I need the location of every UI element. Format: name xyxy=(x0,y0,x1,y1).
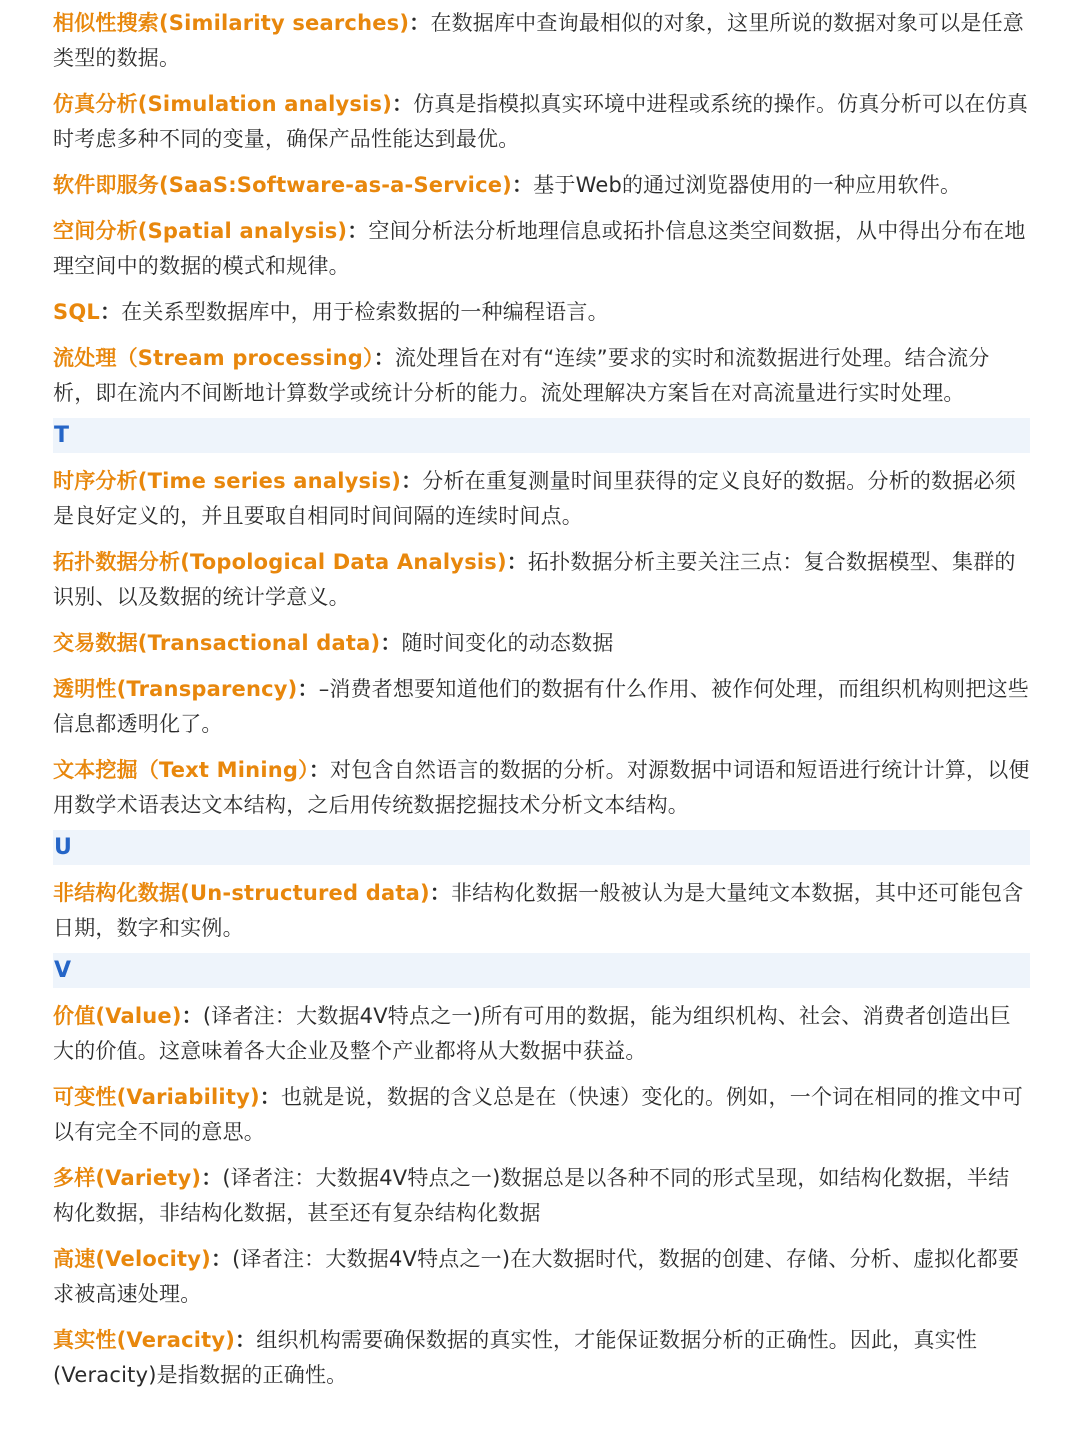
colon: ： xyxy=(181,1004,203,1028)
colon: ： xyxy=(308,758,331,782)
term: 透明性(Transparency) xyxy=(53,677,298,701)
glossary-entry-saas xyxy=(53,168,1030,203)
glossary-entry-stream xyxy=(53,341,1030,411)
term: 空间分析(Spatial analysis) xyxy=(53,219,348,243)
section-header-u: U xyxy=(53,830,1030,865)
colon: ： xyxy=(259,1085,281,1109)
colon: ： xyxy=(409,11,431,35)
definition: –消费者想要知道他们的数据有什么作用、被作何处理，而组织机构则把这些信息都透明化了。 xyxy=(53,677,1029,736)
definition: 非结构化数据一般被认为是大量纯文本数据，其中还可能包含日期，数字和实例。 xyxy=(53,881,1024,940)
term: 软件即服务(SaaS:Software-as-a-Service) xyxy=(53,173,512,197)
colon: ： xyxy=(380,631,402,655)
colon: ： xyxy=(201,1166,223,1190)
term: 可变性(Variability) xyxy=(53,1085,260,1109)
definition: 拓扑数据分析主要关注三点：复合数据模型、集群的识别、以及数据的统计学意义。 xyxy=(53,550,1016,609)
definition: (译者注：大数据4V特点之一)数据总是以各种不同的形式呈现，如结构化数据，半结构化数据，非结构化数据，甚至还有复杂结构化数据 xyxy=(53,1166,1010,1225)
colon: ： xyxy=(210,1247,233,1271)
colon: ： xyxy=(506,550,528,574)
colon: ： xyxy=(373,346,395,370)
glossary-entry-simulation xyxy=(53,87,1030,157)
term: 时序分析(Time series analysis) xyxy=(53,469,402,493)
glossary-entry-text-mining xyxy=(53,753,1030,823)
definition: 空间分析法分析地理信息或拓扑信息这类空间数据，从中得出分布在地理空间中的数据的模式和规律。 xyxy=(53,219,1026,278)
glossary-entry-transparency xyxy=(53,672,1030,742)
definition: 流处理旨在对有“连续”要求的实时和流数据进行处理。结合流分析，即在流内不间断地计算数学或统计分析的能力。流处理解决方案旨在对高流量进行实时处理。 xyxy=(53,346,990,405)
colon: ： xyxy=(511,173,534,197)
colon: ： xyxy=(99,300,122,324)
term: 文本挖掘（Text Mining） xyxy=(53,758,309,782)
definition: 对包含自然语言的数据的分析。对源数据中词语和短语进行统计计算，以便用数学术语表达文本结构，之后用传统数据挖掘技术分析文本结构。 xyxy=(53,758,1030,817)
term: 价值(Value) xyxy=(53,1004,182,1028)
glossary-entry-velocity xyxy=(53,1242,1030,1312)
glossary-entry-veracity xyxy=(53,1323,1030,1393)
definition: 组织机构需要确保数据的真实性，才能保证数据分析的正确性。因此，真实性(Veracity)是指数据的正确性。 xyxy=(53,1328,978,1387)
colon: ： xyxy=(401,469,423,493)
glossary-entry-spatial xyxy=(53,214,1030,284)
colon: ： xyxy=(297,677,319,701)
term: 非结构化数据(Un-structured data) xyxy=(53,881,430,905)
glossary-entry-time-series xyxy=(53,464,1030,534)
definition: 分析在重复测量时间里获得的定义良好的数据。分析的数据必须是良好定义的，并且要取自相同时间间隔的连续时间点。 xyxy=(53,469,1016,528)
glossary-entry-topological xyxy=(53,545,1030,615)
colon: ： xyxy=(429,881,451,905)
section-header-t: T xyxy=(53,418,1030,453)
glossary-entry-variability xyxy=(53,1080,1030,1150)
colon: ： xyxy=(347,219,369,243)
term: 多样(Variety) xyxy=(53,1166,202,1190)
colon: ： xyxy=(235,1328,257,1352)
glossary-entry-similarity xyxy=(53,6,1030,76)
term: 交易数据(Transactional data) xyxy=(53,631,381,655)
definition: 仿真是指模拟真实环境中进程或系统的操作。仿真分析可以在仿真时考虑多种不同的变量，确保产品性能达到最优。 xyxy=(53,92,1029,151)
term: 高速(Velocity) xyxy=(53,1247,211,1271)
definition: 也就是说，数据的含义总是在（快速）变化的。例如，一个词在相同的推文中可以有完全不同的意思。 xyxy=(53,1085,1023,1144)
term: 真实性(Veracity) xyxy=(53,1328,236,1352)
glossary-entry-sql xyxy=(53,295,1030,330)
section-header-v: V xyxy=(53,953,1030,988)
term: 拓扑数据分析(Topological Data Analysis) xyxy=(53,550,507,574)
glossary-entry-unstructured xyxy=(53,876,1030,946)
glossary-entry-transactional xyxy=(53,626,1030,661)
definition: 在数据库中查询最相似的对象，这里所说的数据对象可以是任意类型的数据。 xyxy=(53,11,1024,70)
term: 仿真分析(Simulation analysis) xyxy=(53,92,393,116)
term: 相似性搜索(Similarity searches) xyxy=(53,11,410,35)
definition: 在关系型数据库中，用于检索数据的一种编程语言。 xyxy=(121,300,609,324)
definition: 随时间变化的动态数据 xyxy=(401,631,614,655)
glossary-entry-variety xyxy=(53,1161,1030,1231)
term: 流处理（Stream processing） xyxy=(53,346,374,370)
glossary-entry-value xyxy=(53,999,1030,1069)
definition: 基于Web的通过浏览器使用的一种应用软件。 xyxy=(533,173,962,197)
colon: ： xyxy=(392,92,414,116)
definition: (译者注：大数据4V特点之一)在大数据时代，数据的创建、存储、分析、虚拟化都要求被高速处理。 xyxy=(53,1247,1020,1306)
definition: (译者注：大数据4V特点之一)所有可用的数据，能为组织机构、社会、消费者创造出巨大的价值。这意味着各大企业及整个产业都将从大数据中获益。 xyxy=(53,1004,1011,1063)
term: SQL xyxy=(53,300,100,324)
